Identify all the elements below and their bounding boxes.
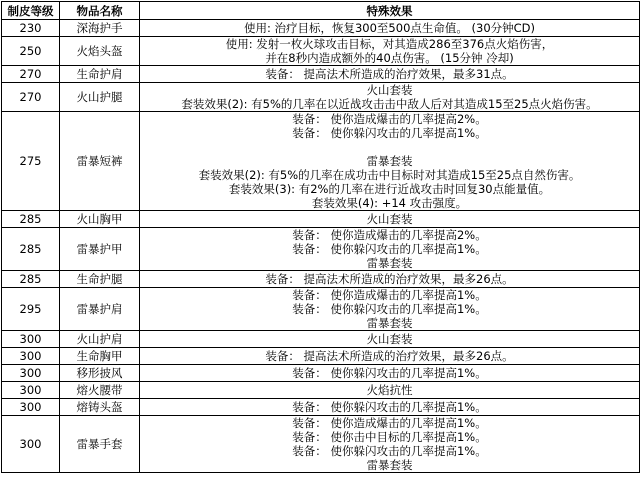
effect-cell (140, 365, 640, 382)
effect-line: 装备： 使你躲闪攻击的几率提高1%。 (292, 242, 487, 256)
level-cell: 300 (2, 365, 60, 382)
table-row (2, 37, 640, 66)
effect-line: 装备： 提高法术所造成的治疗效果，最多26点。 (265, 349, 514, 363)
effect-line: 装备： 提高法术所造成的治疗效果，最多31点。 (265, 67, 514, 81)
effect-cell (140, 382, 640, 399)
effect-line: 火山套装 (366, 332, 413, 346)
item-name-cell: 雷暴手套 (60, 416, 140, 473)
item-name-cell: 雷暴短裤 (60, 112, 140, 211)
effect-line: 装备： 使你造成爆击的几率提高1%。 (292, 288, 487, 302)
effect-cell (140, 271, 640, 288)
item-name-cell: 生命胸甲 (60, 348, 140, 365)
level-cell: 270 (2, 83, 60, 112)
effect-cell (140, 399, 640, 416)
level-cell: 300 (2, 348, 60, 365)
effect-cell (140, 83, 640, 112)
effect-cell (140, 288, 640, 331)
effect-line: 雷暴套装 (366, 458, 413, 472)
item-name-cell: 生命护肩 (60, 66, 140, 83)
table-row (2, 416, 640, 473)
effect-line: 套装效果(2): 有5%的几率在成功击中目标时对其造成15至25点自然伤害。 (198, 168, 581, 182)
table-row (2, 211, 640, 228)
level-cell: 285 (2, 228, 60, 271)
item-name-cell: 火山胸甲 (60, 211, 140, 228)
table-row (2, 66, 640, 83)
effect-cell (140, 331, 640, 348)
effect-line: 装备： 使你击中目标的几率提高1%。 (292, 430, 487, 444)
effect-cell (140, 228, 640, 271)
effect-line: 使用: 治疗目标，恢复300至500点生命值。 (30分钟CD) (243, 21, 536, 35)
level-cell: 300 (2, 382, 60, 399)
table-row (2, 331, 640, 348)
effect-cell (140, 416, 640, 473)
header-effect: 特殊效果 (140, 2, 640, 20)
level-cell: 295 (2, 288, 60, 331)
item-name-cell: 生命护腿 (60, 271, 140, 288)
effect-line: 使用: 发射一枚火球攻击目标，对其造成286至376点火焰伤害， (225, 37, 554, 51)
effect-line: 并在8秒内造成额外的40点伤害。 (15分钟 冷却) (265, 51, 514, 65)
level-cell: 300 (2, 331, 60, 348)
header-name: 物品名称 (60, 2, 140, 20)
item-name-cell: 火山护肩 (60, 331, 140, 348)
effect-line: 装备： 使你躲闪攻击的几率提高1%。 (292, 366, 487, 380)
effect-cell (140, 112, 640, 211)
header-row (2, 2, 640, 20)
table-row (2, 348, 640, 365)
effect-line: 装备： 使你躲闪攻击的几率提高1%。 (292, 400, 487, 414)
effect-line: 套装效果(2): 有5%的几率在以近战攻击击中敌人后对其造成15至25点火焰伤害。 (181, 97, 598, 111)
header-level: 制皮等级 (2, 2, 60, 20)
effect-line: 套装效果(4): +14 攻击强度。 (311, 196, 468, 210)
effect-cell (140, 37, 640, 66)
effect-line: 装备： 使你躲闪攻击的几率提高1%。 (292, 444, 487, 458)
table-row (2, 365, 640, 382)
item-name-cell: 雷暴护甲 (60, 228, 140, 271)
effect-line: 火山套装 (366, 212, 413, 226)
table-body (2, 20, 640, 473)
effect-line (142, 140, 637, 154)
item-name-cell: 熔铸头盔 (60, 399, 140, 416)
table-row (2, 288, 640, 331)
effect-cell (140, 66, 640, 83)
table-row (2, 271, 640, 288)
item-name-cell: 移形披风 (60, 365, 140, 382)
table-row (2, 112, 640, 211)
level-cell: 275 (2, 112, 60, 211)
effect-line: 装备： 提高法术所造成的治疗效果，最多26点。 (265, 272, 514, 286)
level-cell: 300 (2, 399, 60, 416)
level-cell: 270 (2, 66, 60, 83)
item-name-cell: 熔火腰带 (60, 382, 140, 399)
level-cell: 285 (2, 271, 60, 288)
level-cell: 300 (2, 416, 60, 473)
effect-line: 装备： 使你躲闪攻击的几率提高1%。 (292, 126, 487, 140)
effect-line: 火山套装 (366, 83, 413, 97)
effect-line: 雷暴套装 (366, 316, 413, 330)
crafting-table (1, 1, 640, 473)
effect-cell (140, 20, 640, 37)
table-row (2, 382, 640, 399)
table-row (2, 399, 640, 416)
item-name-cell: 火山护腿 (60, 83, 140, 112)
effect-line: 火焰抗性 (366, 383, 413, 397)
effect-line: 套装效果(3): 有2%的几率在进行近战攻击时回复30点能量值。 (228, 182, 551, 196)
effect-line: 装备： 使你躲闪攻击的几率提高1%。 (292, 302, 487, 316)
table-row (2, 20, 640, 37)
item-name-cell: 深海护手 (60, 20, 140, 37)
level-cell: 285 (2, 211, 60, 228)
effect-line: 雷暴套装 (366, 256, 413, 270)
effect-line: 雷暴套装 (366, 154, 413, 168)
effect-cell (140, 348, 640, 365)
effect-line: 装备： 使你造成爆击的几率提高2%。 (292, 112, 487, 126)
effect-cell (140, 211, 640, 228)
item-name-cell: 火焰头盔 (60, 37, 140, 66)
level-cell: 250 (2, 37, 60, 66)
table-row (2, 83, 640, 112)
level-cell: 230 (2, 20, 60, 37)
table-row (2, 228, 640, 271)
effect-line: 装备： 使你造成爆击的几率提高2%。 (292, 228, 487, 242)
item-name-cell: 雷暴护肩 (60, 288, 140, 331)
effect-line: 装备： 使你造成爆击的几率提高1%。 (292, 416, 487, 430)
